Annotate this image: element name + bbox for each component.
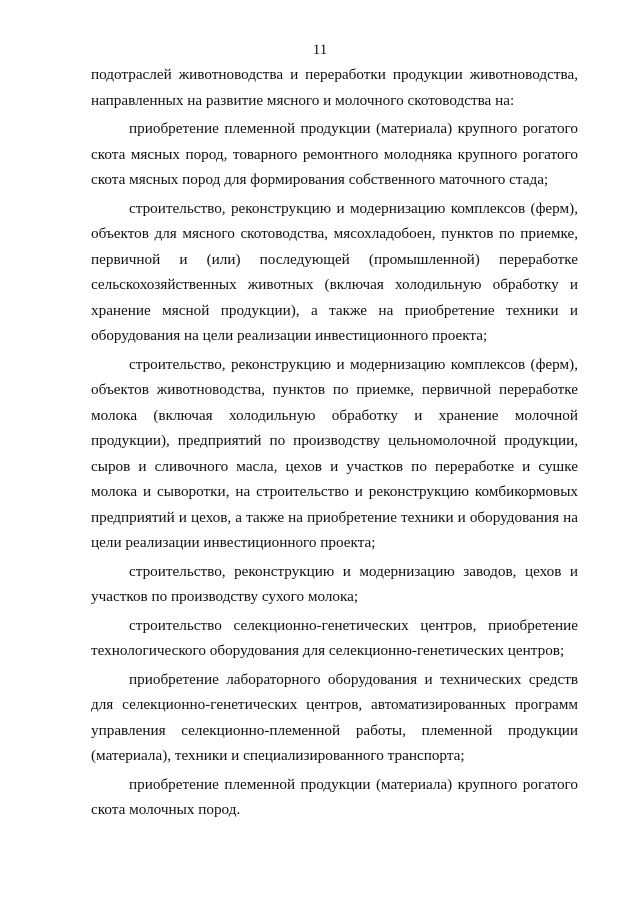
paragraph-continuation: подотраслей животноводства и переработки продукции животноводства, направленных на развитие мясного и молочного скотоводства на:: [91, 66, 578, 109]
paragraph-dry-milk-plants: строительство, реконструкцию и модернизацию заводов, цехов и участков по производству сухого молока;: [91, 562, 578, 605]
document-body: [91, 62, 578, 826]
page-number: 11: [312, 42, 328, 58]
paragraph-beef-breeding-stock: приобретение племенной продукции (материала) крупного рогатого скота мясных пород, товарного ремонтного молодняка крупного рогатого скота мясных пород для формирования собственного маточного стада;: [91, 120, 578, 188]
paragraph-genetic-centers: строительство селекционно-генетических центров, приобретение технологического оборудования для селекционно-генетических центров;: [91, 616, 578, 659]
paragraph-beef-facilities: строительство, реконструкцию и модернизацию комплексов (ферм), объектов для мясного скотоводства, мясохладобоен, пунктов по приемке, первичной и (или) последующей (промышленной) переработке сельскохозяйственных животных (включая холодильную обработку и хранение мясной продукции), а также на приобретение техники и оборудования на цели реализации инвестиционного проекта;: [91, 199, 578, 344]
paragraph-dairy-facilities: строительство, реконструкцию и модернизацию комплексов (ферм), объектов животноводства, пунктов по приемке, первичной переработке молока (включая холодильную обработку и хранение молочной продукции), предприятий по производству цельномолочной продукции, сыров и сливочного масла, цехов и участков по переработке и сушке молока и сыворотки, на строительство и реконструкцию комбикормовых предприятий и цехов, а также на приобретение техники и оборудования на цели реализации инвестиционного проекта;: [91, 355, 578, 551]
paragraph-lab-equipment: приобретение лабораторного оборудования и технических средств для селекционно-генетических центров, автоматизированных программ управления селекционно-племенной работы, племенной продукции (материала), техники и специализированного транспорта;: [91, 670, 578, 764]
paragraph-dairy-breeding-stock: приобретение племенной продукции (материала) крупного рогатого скота молочных пород.: [91, 775, 578, 818]
